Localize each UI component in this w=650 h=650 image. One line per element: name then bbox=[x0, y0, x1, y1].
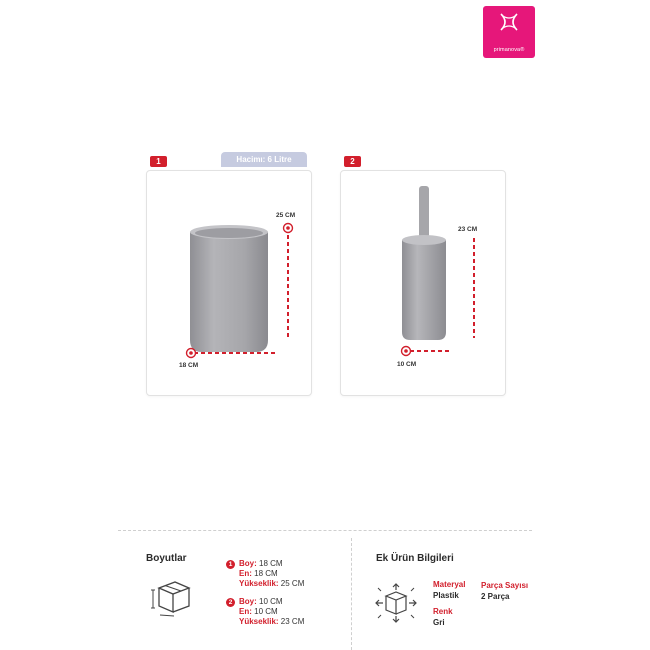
en-value-2: 10 CM bbox=[251, 607, 278, 616]
yukseklik-key-1: Yükseklik: bbox=[239, 579, 279, 588]
dimension-boy-2 bbox=[239, 597, 283, 606]
toilet-brush-illustration bbox=[340, 170, 504, 394]
width-label-1: 18 CM bbox=[179, 362, 199, 369]
parts-count-key: Parça Sayısı bbox=[481, 581, 529, 590]
volume-badge: Hacimı: 6 Litre bbox=[221, 152, 307, 167]
boy-key-1: Boy: bbox=[239, 559, 257, 568]
en-key-1: En: bbox=[239, 569, 252, 578]
bin-opening bbox=[195, 228, 263, 238]
dimension-boy-1 bbox=[239, 559, 283, 568]
brand-logo[interactable] bbox=[483, 6, 535, 58]
boy-value-2: 10 CM bbox=[256, 597, 283, 606]
dimension-en-1 bbox=[239, 569, 278, 578]
dimension-en-2 bbox=[239, 607, 278, 616]
brush-handle bbox=[419, 186, 429, 238]
box-dimensions-icon bbox=[147, 578, 193, 618]
brush-holder-lid bbox=[402, 235, 446, 245]
material-key: Materyal bbox=[433, 580, 466, 589]
en-key-2: En: bbox=[239, 607, 252, 616]
brand-name: primanova® bbox=[493, 47, 525, 53]
product-number-badge-2: 2 bbox=[344, 156, 361, 167]
dimension-number-1: 1 bbox=[226, 560, 235, 569]
color-key: Renk bbox=[433, 607, 453, 616]
dimension-height-1 bbox=[239, 579, 304, 588]
bin-body bbox=[190, 232, 268, 352]
yukseklik-value-2: 23 CM bbox=[278, 617, 305, 626]
dimension-height-2 bbox=[239, 617, 304, 626]
parts-count-value: 2 Parça bbox=[481, 592, 510, 601]
boy-value-1: 18 CM bbox=[256, 559, 283, 568]
color-value: Gri bbox=[433, 618, 445, 627]
material-value: Plastik bbox=[433, 591, 459, 600]
section-divider bbox=[118, 530, 532, 531]
width-label-2: 10 CM bbox=[397, 361, 417, 368]
height-label-2: 23 CM bbox=[458, 226, 478, 233]
height-label-1: 25 CM bbox=[276, 212, 296, 219]
dimensions-title: Boyutlar bbox=[146, 553, 187, 564]
en-value-1: 18 CM bbox=[251, 569, 278, 578]
brush-holder-body bbox=[402, 240, 446, 340]
extra-info-title: Ek Ürün Bilgileri bbox=[376, 553, 454, 564]
yukseklik-value-1: 25 CM bbox=[278, 579, 305, 588]
product-number-badge-1: 1 bbox=[150, 156, 167, 167]
column-divider bbox=[351, 538, 352, 650]
dimension-number-2: 2 bbox=[226, 598, 235, 607]
yukseklik-key-2: Yükseklik: bbox=[239, 617, 279, 626]
boy-key-2: Boy: bbox=[239, 597, 257, 606]
package-arrows-icon bbox=[374, 582, 418, 624]
trash-bin-illustration bbox=[146, 170, 310, 394]
brand-mark-icon bbox=[483, 6, 535, 46]
